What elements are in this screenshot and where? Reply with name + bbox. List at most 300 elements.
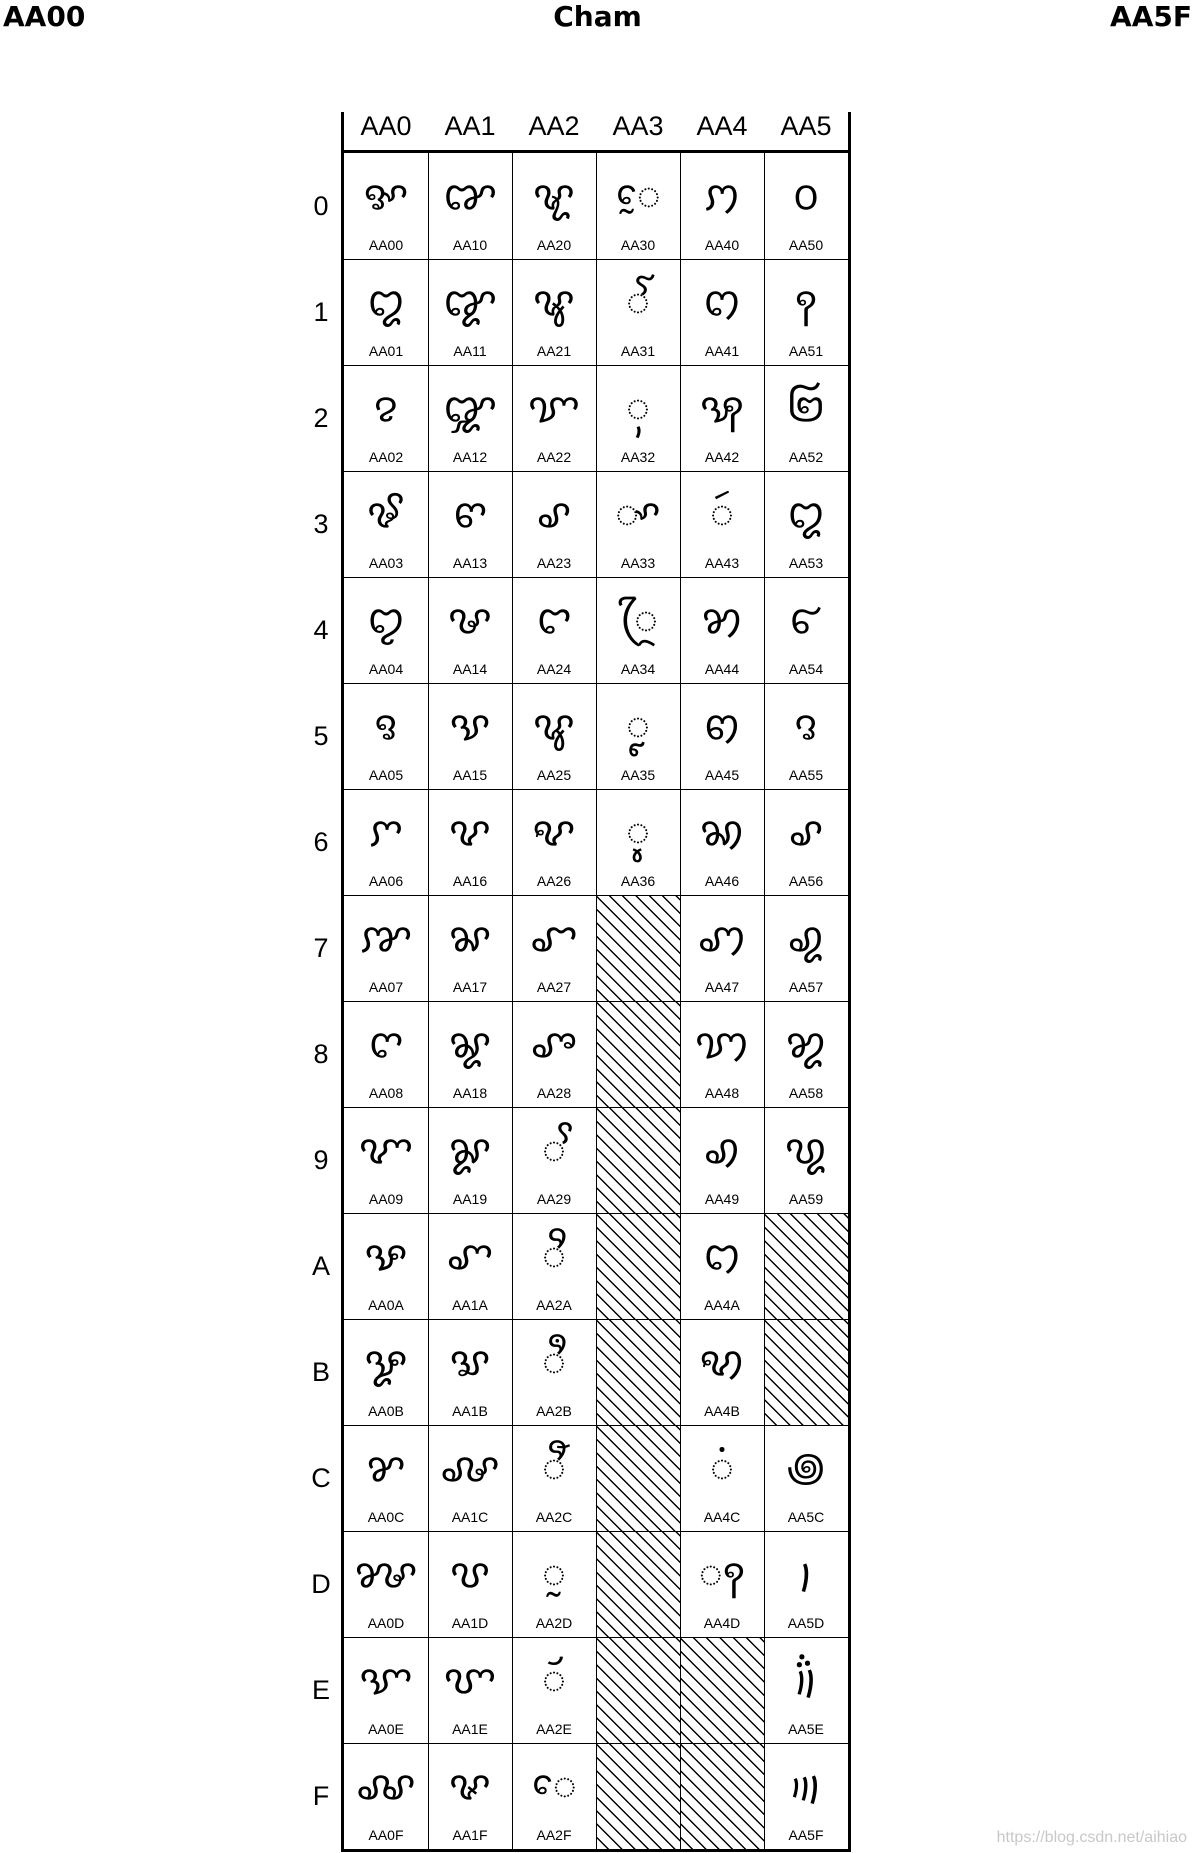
- code-point-label: AA29: [536, 1191, 572, 1207]
- code-point-label: AA27: [536, 979, 572, 995]
- character-glyph: ꨏ: [356, 1763, 416, 1809]
- character-glyph: ꨎ: [359, 1657, 413, 1703]
- code-point-label: AA1E: [452, 1721, 488, 1737]
- code-point-label: AA51: [788, 343, 824, 359]
- code-point-label: AA1F: [452, 1827, 488, 1843]
- character-glyph: ꩙: [784, 1127, 828, 1173]
- character-glyph: ◌ꨴ: [618, 597, 658, 643]
- row-header: B: [311, 1357, 330, 1387]
- code-point-label: AA41: [704, 343, 740, 359]
- watermark: https://blog.csdn.net/aihiao: [996, 1829, 1187, 1846]
- character-cell: [344, 259, 428, 365]
- character-glyph: ◌ꨭ: [542, 1551, 566, 1597]
- character-glyph: ꨠ: [533, 173, 575, 219]
- character-cell: [764, 895, 848, 1001]
- character-cell: [512, 1319, 596, 1425]
- character-glyph: ꨦ: [532, 809, 576, 855]
- block-title: Cham: [553, 0, 642, 33]
- code-point-label: AA5E: [788, 1721, 824, 1737]
- code-point-label: AA16: [452, 873, 488, 889]
- code-point-label: AA4A: [704, 1297, 740, 1313]
- code-point-label: AA23: [536, 555, 572, 571]
- character-glyph: ꨃ: [367, 491, 405, 537]
- column-header: AA5: [780, 111, 832, 141]
- character-glyph: ꨤ: [536, 597, 572, 643]
- code-point-label: AA42: [704, 449, 740, 465]
- character-cell: [764, 1001, 848, 1107]
- character-glyph: ꩉ: [703, 1127, 741, 1173]
- code-point-label: AA2B: [536, 1403, 572, 1419]
- character-cell: [344, 153, 428, 259]
- character-cell: [512, 577, 596, 683]
- character-cell: [764, 153, 848, 259]
- range-start-label: AA00: [3, 0, 86, 33]
- character-glyph: ꩊ: [703, 1233, 741, 1279]
- code-point-label: AA4C: [703, 1509, 741, 1525]
- code-point-label: AA08: [368, 1085, 404, 1101]
- code-point-label: AA17: [452, 979, 488, 995]
- code-point-label: AA1D: [451, 1615, 489, 1631]
- character-glyph: ꩐: [793, 173, 819, 219]
- grid-border-right: [848, 112, 851, 1852]
- code-point-label: AA2D: [535, 1615, 573, 1631]
- character-glyph: ◌ꨲ: [626, 385, 650, 431]
- character-glyph: ◌ꨩ: [542, 1127, 566, 1173]
- code-point-label: AA34: [620, 661, 656, 677]
- character-cell: [344, 1425, 428, 1531]
- character-glyph: ◌ꨪ: [542, 1233, 566, 1279]
- character-glyph: ꨣ: [536, 491, 572, 537]
- code-point-label: AA1C: [451, 1509, 489, 1525]
- character-cell: [680, 1531, 764, 1637]
- code-point-label: AA2A: [536, 1297, 572, 1313]
- character-cell: [344, 789, 428, 895]
- character-glyph: ꨐ: [442, 173, 498, 219]
- character-cell: [680, 789, 764, 895]
- character-glyph: ◌ꨮ: [542, 1657, 566, 1703]
- character-glyph: ꨁ: [367, 279, 405, 325]
- character-glyph: ꩝: [797, 1551, 815, 1597]
- character-glyph: ꩈ: [695, 1021, 749, 1067]
- column-header: AA0: [360, 111, 412, 141]
- code-point-label: AA53: [788, 555, 824, 571]
- character-cell: [344, 895, 428, 1001]
- code-point-label: AA33: [620, 555, 656, 571]
- character-cell: [764, 789, 848, 895]
- character-cell: [596, 153, 680, 259]
- character-cell: [680, 153, 764, 259]
- grid-row-line: [344, 1531, 848, 1532]
- row-header: F: [312, 1781, 330, 1811]
- character-glyph: ꨞ: [443, 1657, 497, 1703]
- code-point-label: AA5D: [787, 1615, 825, 1631]
- code-point-label: AA31: [620, 343, 656, 359]
- code-point-label: AA05: [368, 767, 404, 783]
- reserved-cell: [596, 1425, 680, 1531]
- character-cell: [344, 471, 428, 577]
- character-glyph: ◌ꨯ: [531, 1763, 577, 1809]
- character-cell: [428, 1213, 512, 1319]
- reserved-cell: [596, 1213, 680, 1319]
- character-glyph: ꨓ: [452, 491, 488, 537]
- reserved-cell: [596, 1319, 680, 1425]
- code-point-label: AA50: [788, 237, 824, 253]
- character-cell: [428, 471, 512, 577]
- column-header: AA2: [528, 111, 580, 141]
- code-point-label: AA2F: [536, 1827, 572, 1843]
- character-cell: [428, 1743, 512, 1849]
- code-point-label: AA55: [788, 767, 824, 783]
- code-point-label: AA19: [452, 1191, 488, 1207]
- character-glyph: ꩗: [787, 915, 825, 961]
- character-cell: [428, 577, 512, 683]
- character-glyph: ꩖: [788, 809, 824, 855]
- grid-row-line: [344, 471, 848, 472]
- character-cell: [428, 259, 512, 365]
- character-cell: [512, 259, 596, 365]
- code-point-label: AA22: [536, 449, 572, 465]
- character-cell: [428, 1001, 512, 1107]
- character-glyph: ꩄ: [701, 597, 743, 643]
- character-glyph: ꨔ: [448, 597, 492, 643]
- character-glyph: ꨊ: [364, 1233, 408, 1279]
- character-glyph: ꩔: [789, 597, 823, 643]
- character-glyph: ꨇ: [359, 915, 413, 961]
- character-cell: [512, 895, 596, 1001]
- character-cell: [428, 789, 512, 895]
- character-glyph: ꨍ: [354, 1551, 418, 1597]
- character-cell: [344, 1319, 428, 1425]
- code-point-label: AA48: [704, 1085, 740, 1101]
- character-cell: [596, 365, 680, 471]
- character-cell: [680, 683, 764, 789]
- reserved-cell: [596, 1531, 680, 1637]
- grid-row-line: [344, 789, 848, 790]
- character-glyph: ꩑: [794, 279, 818, 325]
- code-point-label: AA0D: [367, 1615, 405, 1631]
- character-cell: [764, 365, 848, 471]
- character-glyph: ꨄ: [367, 597, 405, 643]
- character-cell: [344, 1531, 428, 1637]
- character-glyph: ◌ꩌ: [710, 1445, 734, 1491]
- code-point-label: AA52: [788, 449, 824, 465]
- row-header: E: [311, 1675, 330, 1705]
- character-cell: [344, 365, 428, 471]
- character-glyph: ꩜: [787, 1445, 825, 1491]
- character-glyph: ꨅ: [374, 703, 398, 749]
- code-point-label: AA44: [704, 661, 740, 677]
- character-cell: [680, 895, 764, 1001]
- code-point-label: AA43: [704, 555, 740, 571]
- code-point-label: AA18: [452, 1085, 488, 1101]
- character-cell: [428, 1319, 512, 1425]
- character-cell: [764, 577, 848, 683]
- code-point-label: AA2E: [536, 1721, 572, 1737]
- code-point-label: AA0A: [368, 1297, 404, 1313]
- character-glyph: ꩅ: [703, 703, 741, 749]
- code-point-label: AA54: [788, 661, 824, 677]
- grid-row-line: [344, 577, 848, 578]
- character-cell: [344, 577, 428, 683]
- character-cell: [428, 365, 512, 471]
- reserved-cell: [596, 1107, 680, 1213]
- grid-row-line: [344, 1213, 848, 1214]
- character-cell: [344, 1743, 428, 1849]
- code-point-label: AA56: [788, 873, 824, 889]
- code-point-label: AA49: [704, 1191, 740, 1207]
- code-point-label: AA5C: [787, 1509, 825, 1525]
- character-glyph: ꩇ: [697, 915, 747, 961]
- character-glyph: ◌ꨰ: [615, 173, 661, 219]
- character-glyph: ꨥ: [533, 703, 575, 749]
- character-cell: [680, 1107, 764, 1213]
- character-cell: [764, 1425, 848, 1531]
- grid-row-line: [344, 1637, 848, 1638]
- grid-row-line: [344, 1425, 848, 1426]
- character-cell: [512, 1531, 596, 1637]
- code-point-label: AA26: [536, 873, 572, 889]
- row-header: 0: [313, 191, 329, 221]
- character-cell: [764, 471, 848, 577]
- character-cell: [428, 1107, 512, 1213]
- character-cell: [764, 1531, 848, 1637]
- character-glyph: ꨆ: [368, 809, 404, 855]
- character-glyph: ꨨ: [530, 1021, 578, 1067]
- code-point-label: AA01: [368, 343, 404, 359]
- character-glyph: ◌ꩃ: [710, 491, 734, 537]
- character-glyph: ◌ꨶ: [626, 809, 650, 855]
- character-cell: [344, 1107, 428, 1213]
- character-cell: [428, 153, 512, 259]
- character-glyph: ꨌ: [366, 1445, 406, 1491]
- character-cell: [596, 577, 680, 683]
- character-cell: [512, 153, 596, 259]
- character-glyph: ꩕: [794, 703, 818, 749]
- character-cell: [512, 471, 596, 577]
- row-header: 9: [313, 1145, 329, 1175]
- grid-row-line: [344, 683, 848, 684]
- character-cell: [512, 683, 596, 789]
- character-cell: [596, 259, 680, 365]
- character-glyph: ꨘ: [448, 1021, 492, 1067]
- character-cell: [680, 577, 764, 683]
- grid-row-line: [344, 365, 848, 366]
- code-point-label: AA20: [536, 237, 572, 253]
- code-point-label: AA57: [788, 979, 824, 995]
- reserved-cell: [596, 1743, 680, 1849]
- code-point-label: AA03: [368, 555, 404, 571]
- code-point-label: AA47: [704, 979, 740, 995]
- code-point-label: AA12: [452, 449, 488, 465]
- code-point-label: AA0B: [368, 1403, 404, 1419]
- character-glyph: ꨂ: [374, 385, 398, 431]
- column-header: AA1: [444, 111, 496, 141]
- code-point-label: AA5F: [788, 1827, 824, 1843]
- code-point-label: AA10: [452, 237, 488, 253]
- character-cell: [764, 1637, 848, 1743]
- character-cell: [428, 1425, 512, 1531]
- row-header: A: [311, 1251, 330, 1281]
- code-point-label: AA28: [536, 1085, 572, 1101]
- character-cell: [344, 1637, 428, 1743]
- code-point-label: AA15: [452, 767, 488, 783]
- character-cell: [512, 1637, 596, 1743]
- code-point-label: AA21: [536, 343, 572, 359]
- reserved-cell: [596, 1001, 680, 1107]
- reserved-cell: [680, 1743, 764, 1849]
- code-point-label: AA04: [368, 661, 404, 677]
- character-glyph: ꨚ: [446, 1233, 494, 1279]
- code-point-label: AA09: [368, 1191, 404, 1207]
- code-point-label: AA0C: [367, 1509, 405, 1525]
- character-cell: [764, 683, 848, 789]
- row-header: C: [311, 1463, 331, 1493]
- character-cell: [680, 471, 764, 577]
- character-cell: [680, 259, 764, 365]
- code-point-label: AA32: [620, 449, 656, 465]
- character-glyph: ꨒ: [442, 385, 498, 431]
- character-cell: [764, 1107, 848, 1213]
- grid-row-line: [344, 259, 848, 260]
- row-header: 4: [313, 615, 329, 645]
- character-glyph: ꨧ: [530, 915, 578, 961]
- character-glyph: ꩓: [787, 491, 825, 537]
- character-cell: [512, 789, 596, 895]
- character-glyph: ꨝ: [449, 1551, 491, 1597]
- character-glyph: ꩟: [788, 1763, 824, 1809]
- character-cell: [512, 1743, 596, 1849]
- column-header: AA4: [696, 111, 748, 141]
- code-point-label: AA30: [620, 237, 656, 253]
- character-cell: [512, 1425, 596, 1531]
- character-glyph: ꨢ: [528, 385, 580, 431]
- character-glyph: ꨋ: [364, 1339, 408, 1385]
- character-cell: [512, 1001, 596, 1107]
- character-glyph: ꨀ: [363, 173, 409, 219]
- character-cell: [512, 365, 596, 471]
- code-point-label: AA0F: [368, 1827, 404, 1843]
- character-cell: [680, 1001, 764, 1107]
- character-glyph: ꩘: [785, 1021, 827, 1067]
- code-point-label: AA1A: [452, 1297, 488, 1313]
- character-glyph: ꩀ: [704, 173, 740, 219]
- code-point-label: AA4D: [703, 1615, 741, 1631]
- row-header: 3: [313, 509, 329, 539]
- code-point-label: AA46: [704, 873, 740, 889]
- grid-row-line: [344, 895, 848, 896]
- character-cell: [596, 683, 680, 789]
- character-glyph: ◌ꨱ: [626, 279, 650, 325]
- character-glyph: ꩋ: [699, 1339, 745, 1385]
- row-header: 7: [313, 933, 329, 963]
- code-point-label: AA1B: [452, 1403, 488, 1419]
- character-glyph: ꩁ: [703, 279, 741, 325]
- code-point-label: AA40: [704, 237, 740, 253]
- character-glyph: ◌ꨬ: [542, 1445, 566, 1491]
- row-header: 8: [313, 1039, 329, 1069]
- code-point-label: AA25: [536, 767, 572, 783]
- grid-row-line: [344, 1107, 848, 1108]
- code-point-label: AA14: [452, 661, 488, 677]
- grid-row-line: [344, 1001, 848, 1002]
- grid-border-left: [341, 112, 344, 1852]
- character-glyph: ꩂ: [699, 385, 745, 431]
- character-glyph: ꨈ: [368, 1021, 404, 1067]
- character-cell: [596, 789, 680, 895]
- code-point-label: AA02: [368, 449, 404, 465]
- character-cell: [428, 895, 512, 1001]
- character-glyph: ꩒: [786, 385, 826, 431]
- code-point-label: AA0E: [368, 1721, 404, 1737]
- character-cell: [428, 683, 512, 789]
- character-glyph: ◌ꨵ: [626, 703, 650, 749]
- character-cell: [344, 1213, 428, 1319]
- range-end-label: AA5F: [1110, 0, 1192, 33]
- row-header: 2: [313, 403, 329, 433]
- row-header: 1: [313, 297, 329, 327]
- row-header: 5: [313, 721, 329, 751]
- character-glyph: ◌ꩍ: [698, 1551, 746, 1597]
- character-glyph: ꨛ: [449, 1339, 491, 1385]
- character-glyph: ◌ꨫ: [542, 1339, 566, 1385]
- code-point-label: AA36: [620, 873, 656, 889]
- character-glyph: ꨑ: [442, 279, 498, 325]
- code-point-label: AA13: [452, 555, 488, 571]
- character-cell: [764, 1743, 848, 1849]
- character-cell: [596, 471, 680, 577]
- character-cell: [512, 1213, 596, 1319]
- code-point-label: AA35: [620, 767, 656, 783]
- code-point-label: AA06: [368, 873, 404, 889]
- character-glyph: ꨜ: [440, 1445, 500, 1491]
- code-point-label: AA07: [368, 979, 404, 995]
- code-point-label: AA24: [536, 661, 572, 677]
- character-cell: [680, 365, 764, 471]
- character-glyph: ꨗ: [448, 915, 492, 961]
- character-glyph: ◌ꨳ: [615, 491, 661, 537]
- code-point-label: AA45: [704, 767, 740, 783]
- character-cell: [680, 1425, 764, 1531]
- reserved-cell: [596, 1637, 680, 1743]
- column-header: AA3: [612, 111, 664, 141]
- row-header: 6: [313, 827, 329, 857]
- code-point-label: AA58: [788, 1085, 824, 1101]
- character-cell: [512, 1107, 596, 1213]
- character-cell: [428, 1637, 512, 1743]
- character-glyph: ꩆ: [699, 809, 745, 855]
- character-cell: [680, 1213, 764, 1319]
- code-point-label: AA4B: [704, 1403, 740, 1419]
- character-glyph: ꨟ: [449, 1763, 491, 1809]
- row-header: D: [311, 1569, 331, 1599]
- reserved-cell: [764, 1213, 848, 1319]
- character-glyph: ꨙ: [448, 1127, 492, 1173]
- character-cell: [428, 1531, 512, 1637]
- code-point-label: AA00: [368, 237, 404, 253]
- reserved-cell: [596, 895, 680, 1001]
- character-glyph: ꩞: [792, 1657, 820, 1703]
- character-cell: [344, 683, 428, 789]
- code-point-label: AA11: [453, 343, 487, 359]
- code-point-label: AA59: [788, 1191, 824, 1207]
- character-glyph: ꨡ: [533, 279, 575, 325]
- character-glyph: ꨕ: [449, 703, 491, 749]
- code-point-label: AA2C: [535, 1509, 573, 1525]
- reserved-cell: [680, 1637, 764, 1743]
- character-cell: [764, 259, 848, 365]
- character-cell: [680, 1319, 764, 1425]
- reserved-cell: [764, 1319, 848, 1425]
